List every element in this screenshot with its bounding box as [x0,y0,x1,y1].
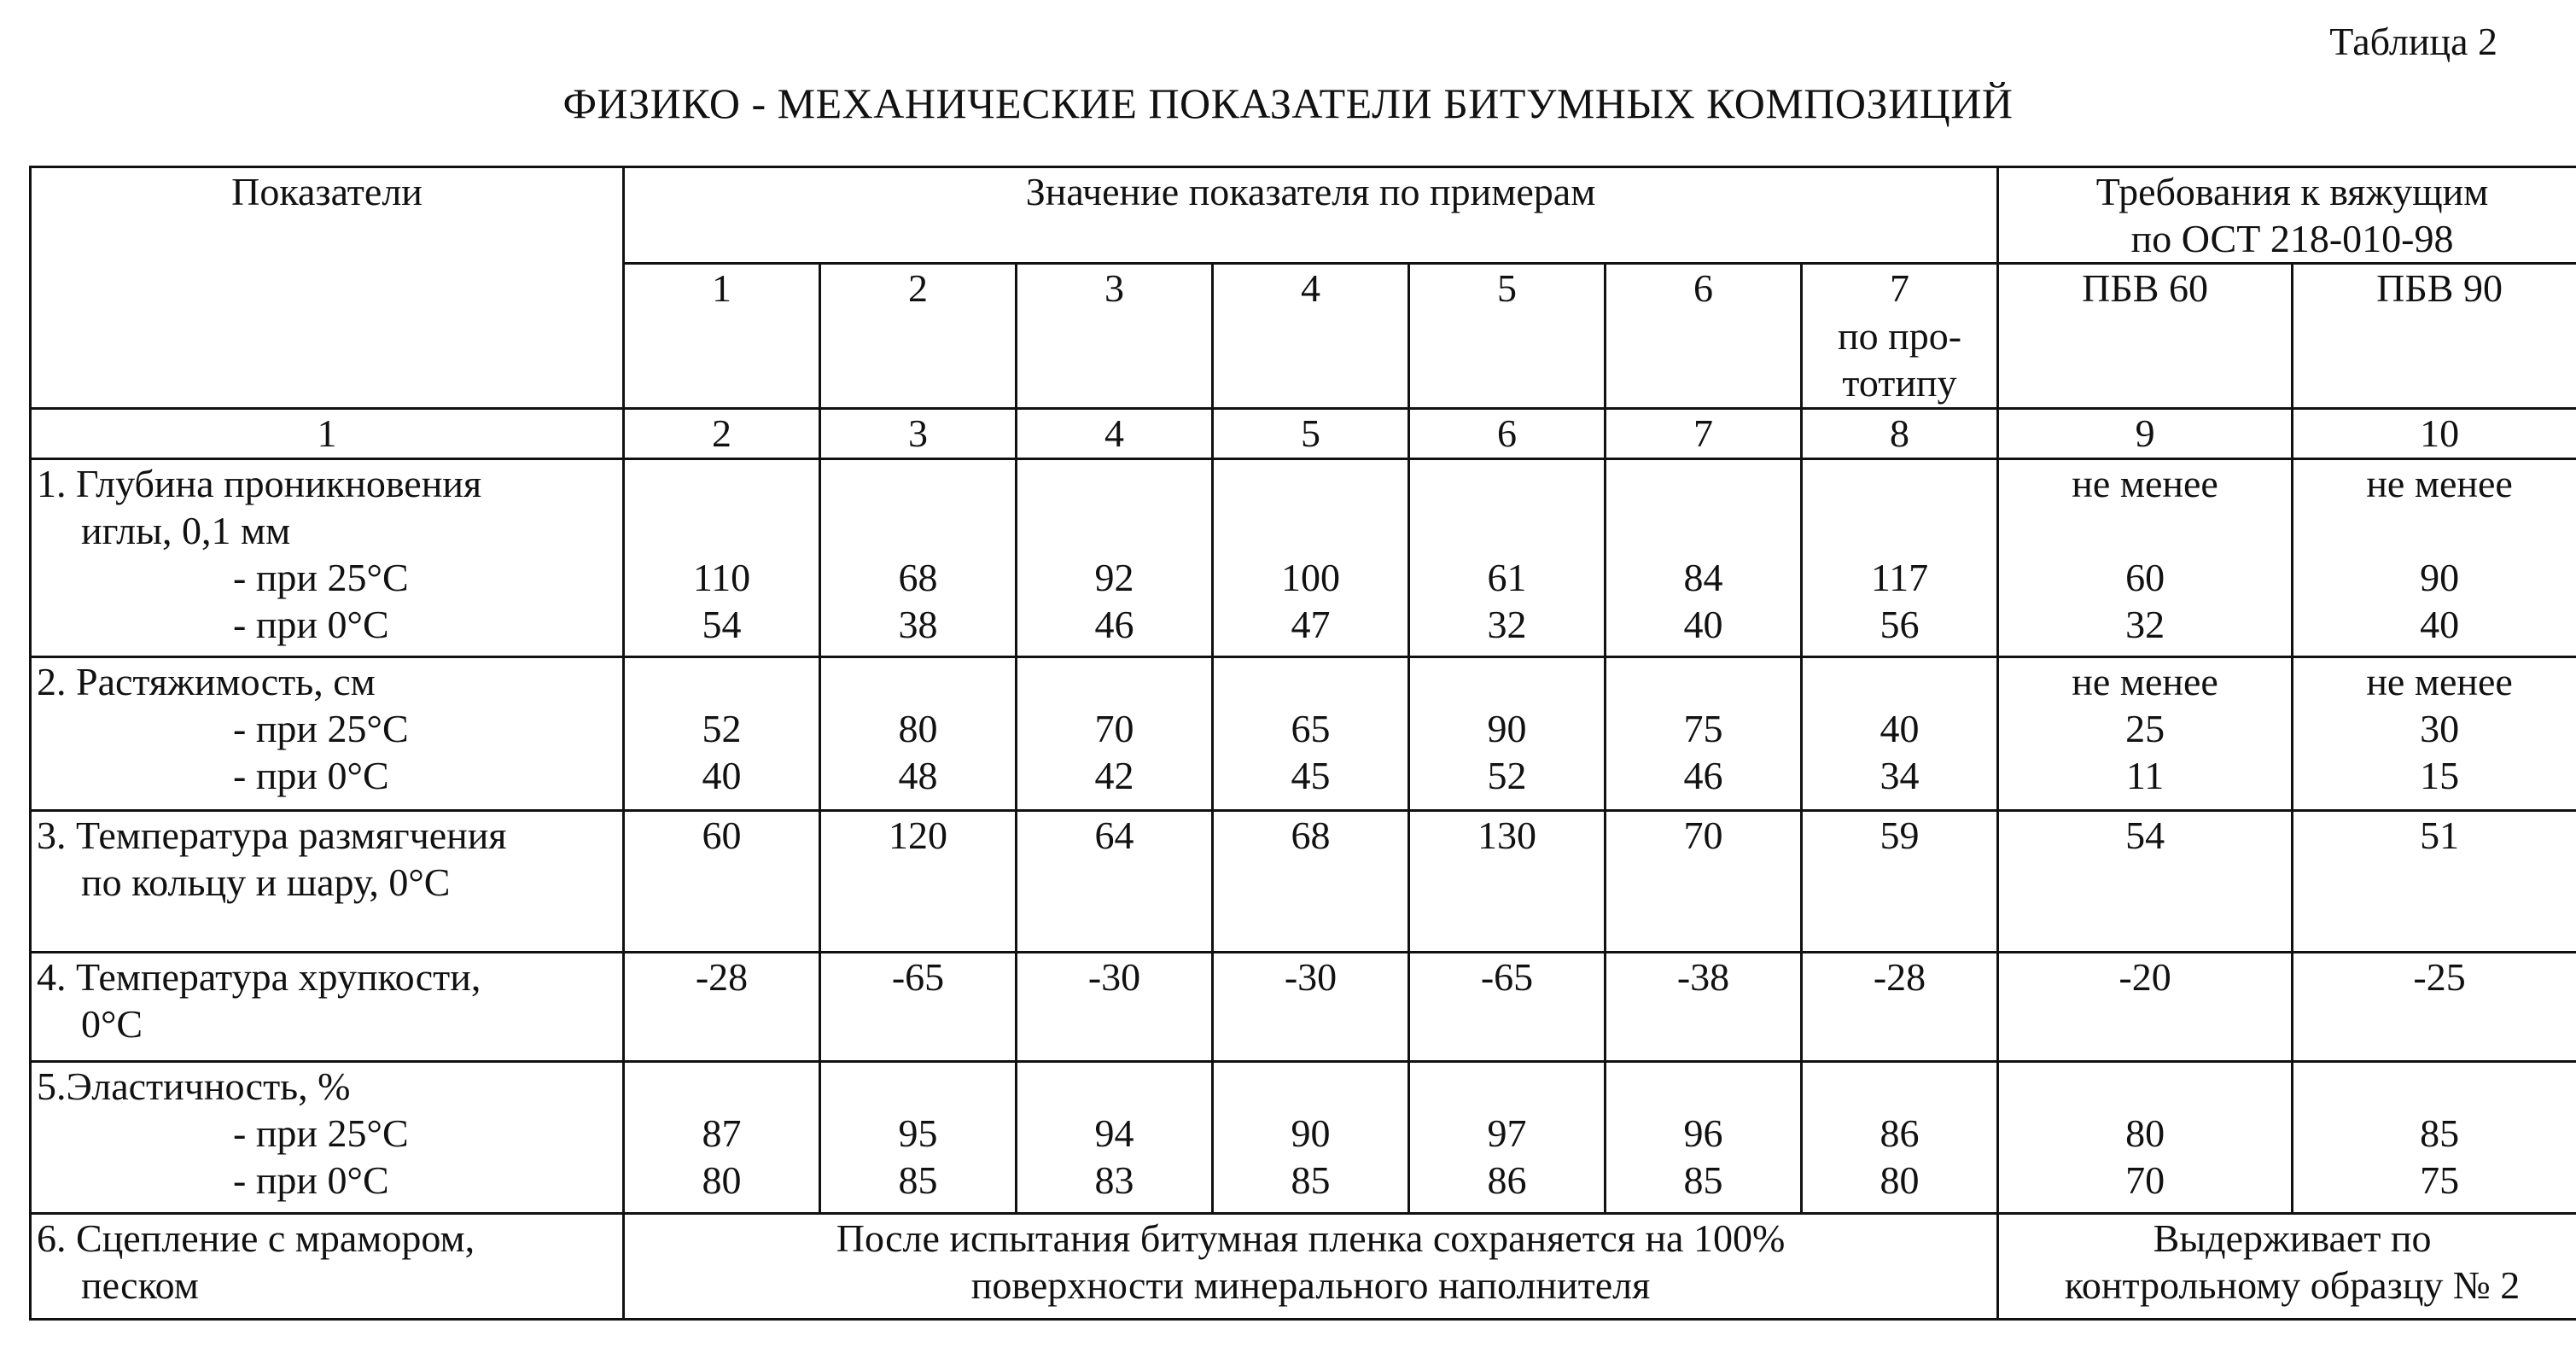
row-5-ex4: 90 85 [1213,1061,1409,1213]
table-row [31,952,2576,1061]
row-2-sub-0: - при 0°С [37,752,617,799]
row-3-ex1: 60 [624,810,820,952]
row-6-requirement [1998,1213,2576,1319]
row-2-ex5: 90 52 [1409,656,1606,810]
row-5-ex2: 95 85 [820,1061,1017,1213]
header-req-pbv60: ПБВ 60 [1998,264,2293,409]
row-4-ex4: -30 [1213,952,1409,1061]
header-indicators: Показатели [31,167,624,409]
row-3-req-pbv90: 51 [2293,810,2576,952]
row-6-label-line2: песком [37,1262,617,1309]
col-number-3: 3 [820,409,1017,458]
header-example-2: 2 [820,264,1017,409]
header-row-1 [31,167,2576,264]
col-number-10: 10 [2293,409,2576,458]
row-6-req-line1: Выдерживает по [2004,1215,2576,1262]
col-number-9: 9 [1998,409,2293,458]
col-number-8: 8 [1802,409,1998,458]
row-1-label-line2: иглы, 0,1 мм [37,507,617,554]
table-row [31,656,2576,810]
header-values-group: Значение показателя по примерам [624,167,1998,264]
table-row [31,810,2576,952]
row-1-ex1: 110 54 [624,458,820,656]
row-4-ex3: -30 [1017,952,1213,1061]
row-5-ex3: 94 83 [1017,1061,1213,1213]
row-2-sub-25: - при 25°С [37,705,617,752]
col-number-2: 2 [624,409,820,458]
row-5-ex1: 87 80 [624,1061,820,1213]
row-1-sub-25: - при 25°С [37,554,617,601]
row-2-ex6: 75 46 [1606,656,1802,810]
row-1-label-line1: 1. Глубина проникновения [37,460,617,507]
row-2-ex3: 70 42 [1017,656,1213,810]
header-example-6: 6 [1606,264,1802,409]
row-5-sub-25: - при 25°С [37,1110,617,1157]
row-2-label [31,656,624,810]
header-example-7-line3: тотипу [1808,359,1991,406]
table-row [31,1061,2576,1213]
header-example-7-line2: по про- [1808,312,1991,359]
header-example-1: 1 [624,264,820,409]
row-3-req-pbv60: 54 [1998,810,2293,952]
header-req-pbv90: ПБВ 90 [2293,264,2576,409]
row-5-ex7: 86 80 [1802,1061,1998,1213]
row-4-label-line1: 4. Температура хрупкости, [37,953,617,1000]
header-example-7 [1802,264,1998,409]
row-1-label [31,458,624,656]
row-6-req-line2: контрольному образцу № 2 [2004,1262,2576,1309]
row-4-label [31,952,624,1061]
header-req-line2: по ОСТ 218-010-98 [2004,215,2576,262]
row-4-req-pbv60: -20 [1998,952,2293,1061]
row-3-ex7: 59 [1802,810,1998,952]
row-4-ex6: -38 [1606,952,1802,1061]
row-1-ex2: 68 38 [820,458,1017,656]
row-3-ex2: 120 [820,810,1017,952]
header-req-line1: Требования к вяжущим [2004,168,2576,215]
row-4-label-line2: 0°С [37,1000,617,1047]
row-2-ex7: 40 34 [1802,656,1998,810]
row-3-ex3: 64 [1017,810,1213,952]
column-numbers-row [31,409,2576,458]
row-1-sub-0: - при 0°С [37,601,617,648]
row-1-ex5: 61 32 [1409,458,1606,656]
col-number-6: 6 [1409,409,1606,458]
row-6-merged-line2: поверхности минерального наполнителя [630,1262,1991,1309]
row-5-req-pbv60: 80 70 [1998,1061,2293,1213]
header-example-5: 5 [1409,264,1606,409]
row-3-label [31,810,624,952]
row-1-req-pbv60: не менее 60 32 [1998,458,2293,656]
header-example-4: 4 [1213,264,1409,409]
table-caption: Таблица 2 [2329,19,2497,64]
row-2-req-pbv90: не менее 30 15 [2293,656,2576,810]
header-example-7-number: 7 [1808,265,1991,312]
row-4-ex5: -65 [1409,952,1606,1061]
row-2-ex2: 80 48 [820,656,1017,810]
col-number-1: 1 [31,409,624,458]
table-row [31,458,2576,656]
row-2-label-line1: 2. Растяжимость, см [37,658,617,705]
row-5-label [31,1061,624,1213]
row-6-merged-result [624,1213,1998,1319]
row-1-ex4: 100 47 [1213,458,1409,656]
col-number-7: 7 [1606,409,1802,458]
row-2-ex1: 52 40 [624,656,820,810]
row-6-label-line1: 6. Сцепление с мрамором, [37,1215,617,1262]
row-3-ex6: 70 [1606,810,1802,952]
row-3-ex5: 130 [1409,810,1606,952]
header-requirements [1998,167,2576,264]
row-1-ex6: 84 40 [1606,458,1802,656]
properties-table [29,166,2576,1321]
row-1-ex3: 92 46 [1017,458,1213,656]
row-5-label-line1: 5.Эластичность, % [37,1063,617,1110]
row-3-label-line2: по кольцу и шару, 0°С [37,859,617,906]
row-4-ex7: -28 [1802,952,1998,1061]
row-5-ex5: 97 86 [1409,1061,1606,1213]
row-5-sub-0: - при 0°С [37,1157,617,1204]
col-number-5: 5 [1213,409,1409,458]
row-5-ex6: 96 85 [1606,1061,1802,1213]
row-3-ex4: 68 [1213,810,1409,952]
row-1-req-pbv90: не менее 90 40 [2293,458,2576,656]
table-row [31,1213,2576,1319]
row-5-req-pbv90: 85 75 [2293,1061,2576,1213]
header-example-3: 3 [1017,264,1213,409]
row-4-req-pbv90: -25 [2293,952,2576,1061]
row-4-ex2: -65 [820,952,1017,1061]
page-title: ФИЗИКО - МЕХАНИЧЕСКИЕ ПОКАЗАТЕЛИ БИТУМНЫХ КОМПОЗИЦИЙ [0,79,2576,128]
row-4-ex1: -28 [624,952,820,1061]
row-2-ex4: 65 45 [1213,656,1409,810]
row-6-merged-line1: После испытания битумная пленка сохраняется на 100% [630,1215,1991,1262]
row-3-label-line1: 3. Температура размягчения [37,812,617,859]
col-number-4: 4 [1017,409,1213,458]
row-2-req-pbv60: не менее 25 11 [1998,656,2293,810]
row-6-label [31,1213,624,1319]
row-1-ex7: 117 56 [1802,458,1998,656]
